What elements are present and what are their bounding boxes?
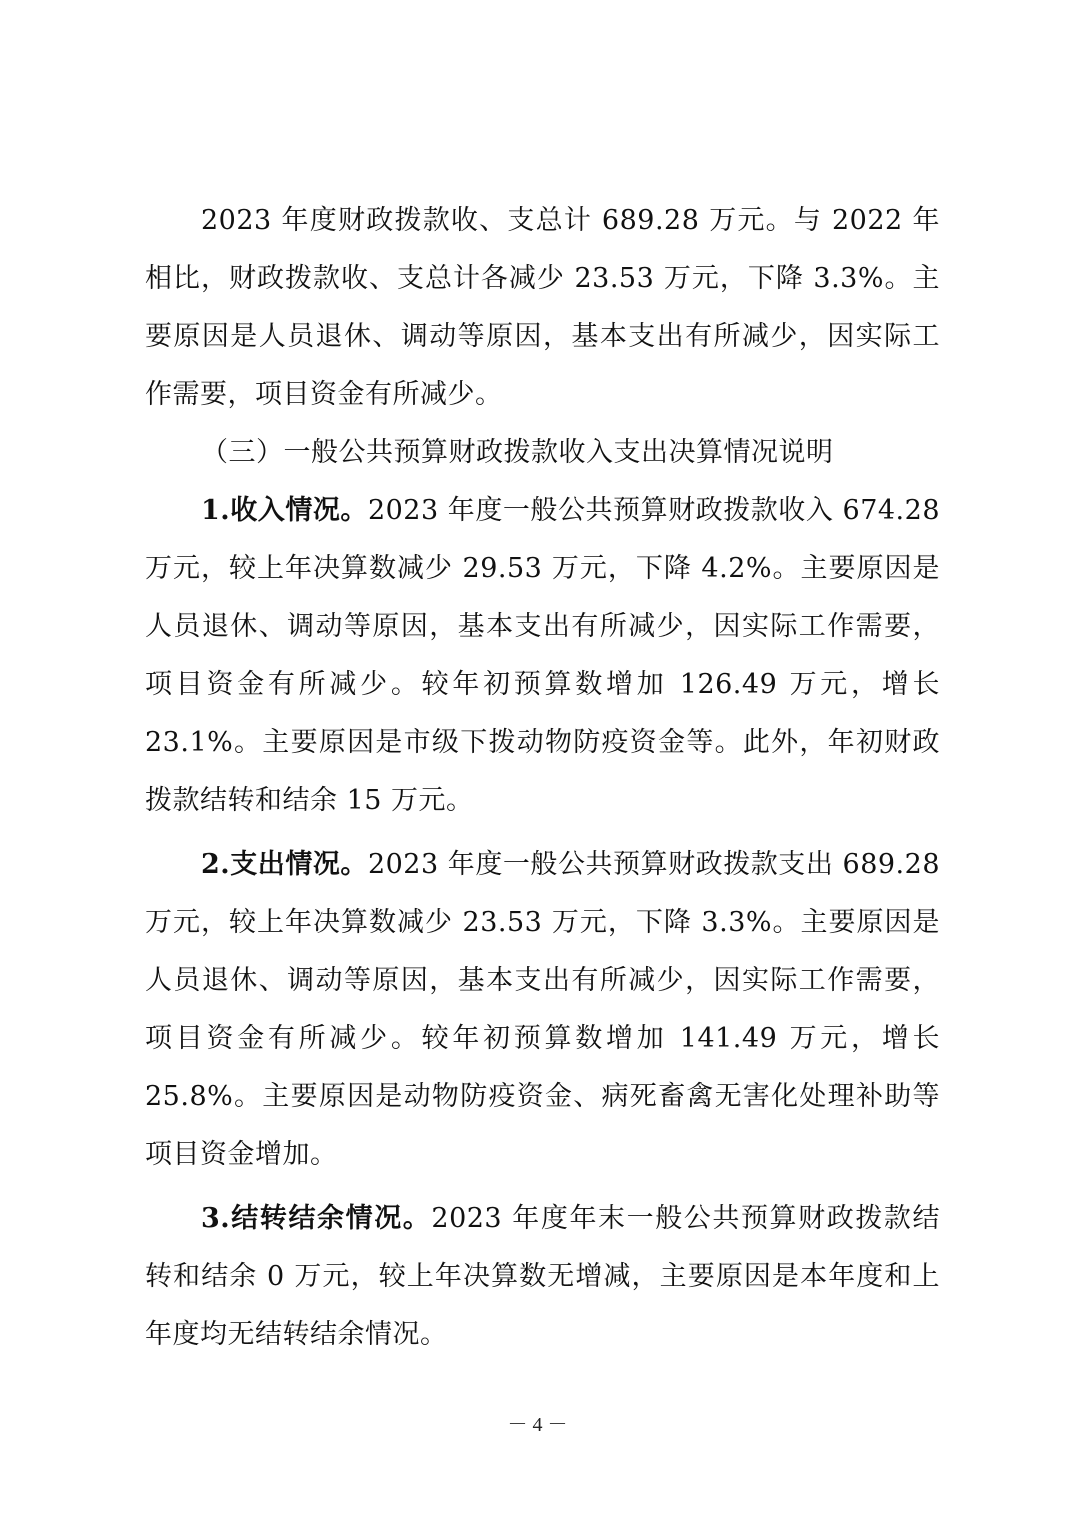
carryover-text: 2023 年度年末一般公共预算财政拨款结转和结余 0 万元，较上年决算数无增减，主要原因是本年度和上年度均无结转结余情况。 <box>145 1203 940 1350</box>
carryover-lead: 3.结转结余情况。 <box>201 1203 432 1234</box>
expenditure-lead: 2.支出情况。 <box>201 849 368 880</box>
page-number: － 4 － <box>507 1414 568 1436</box>
paragraph-income <box>145 482 940 830</box>
income-lead: 1.收入情况。 <box>201 495 368 526</box>
paragraph-text: 2023 年度财政拨款收、支总计 689.28 万元。与 2022 年相比，财政拨款收、支总计各减少 23.53 万元，下降 3.3%。主要原因是人员退休、调动等原因，基本支出有所减少，因实际工作需要，项目资金有所减少。 <box>145 205 940 410</box>
document-page <box>145 192 940 1364</box>
paragraph-expenditure <box>145 836 940 1184</box>
expenditure-text: 2023 年度一般公共预算财政拨款支出 689.28 万元，较上年决算数减少 23.53 万元，下降 3.3%。主要原因是人员退休、调动等原因，基本支出有所减少，因实际工作需要，项目资金有所减少。较年初预算数增加 141.49 万元，增长 25.8%。主要原因是动物防疫资金、病死畜禽无害化处理补助等项目资金增加。 <box>145 849 940 1170</box>
section-heading-text: （三）一般公共预算财政拨款收入支出决算情况说明 <box>201 437 834 468</box>
paragraph-total-appropriation <box>145 192 940 424</box>
paragraph-carryover <box>145 1190 940 1364</box>
section-heading-general-budget <box>145 424 940 482</box>
income-text: 2023 年度一般公共预算财政拨款收入 674.28 万元，较上年决算数减少 29.53 万元，下降 4.2%。主要原因是人员退休、调动等原因，基本支出有所减少，因实际工作需要，项目资金有所减少。较年初预算数增加 126.49 万元，增长 23.1%。主要原因是市级下拨动物防疫资金等。此外，年初财政拨款结转和结余 15 万元。 <box>145 495 940 816</box>
